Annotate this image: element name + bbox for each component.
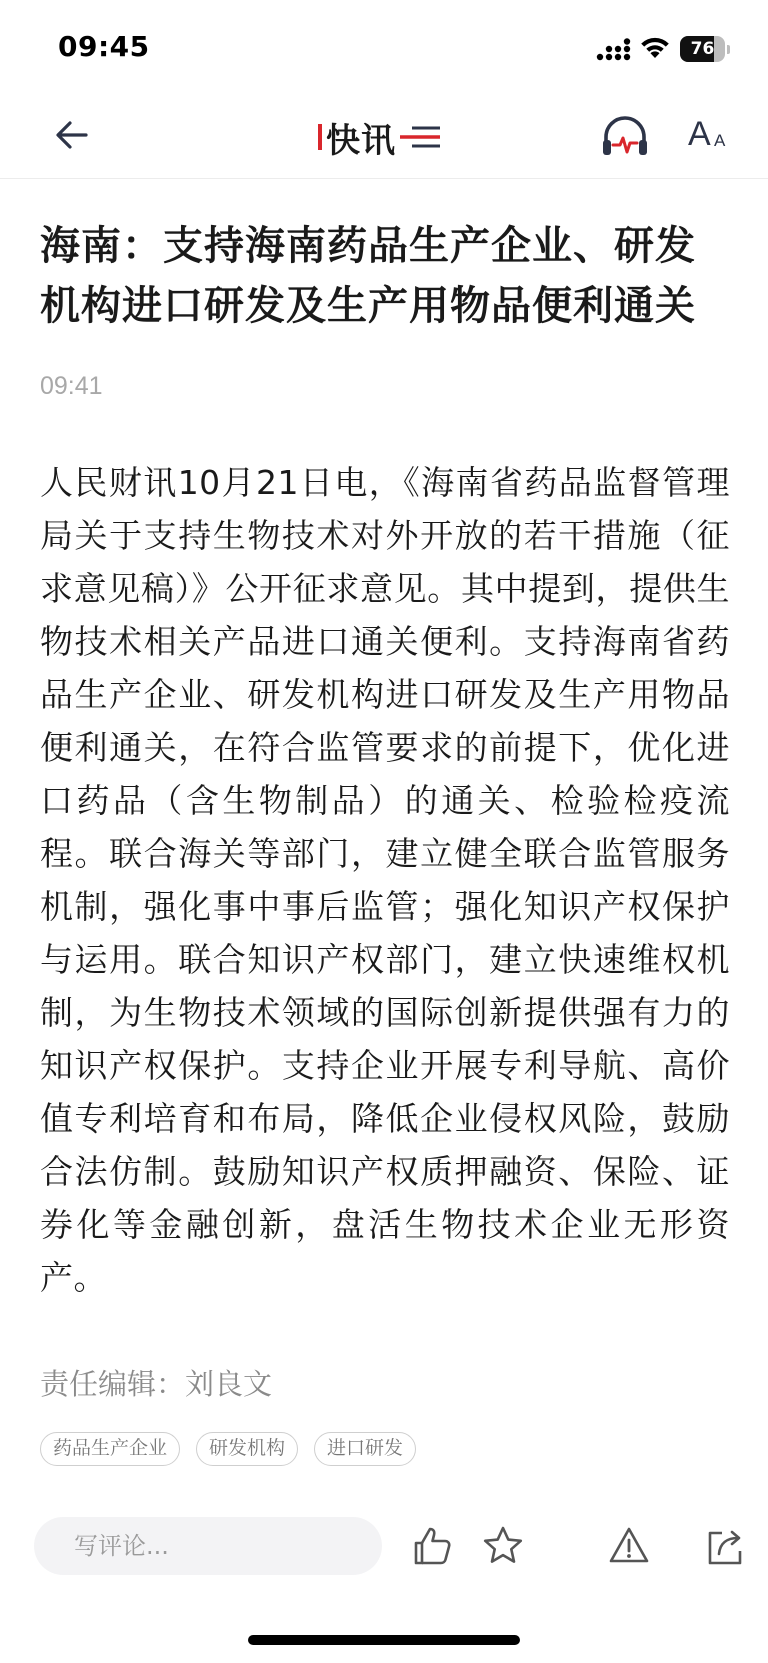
editor-credit: 责任编辑：刘良文 [40,1367,273,1401]
page-title-text: 快讯 [326,120,396,161]
font-size-button[interactable] [688,115,734,157]
font-size-icon: A [688,115,711,153]
tag-item[interactable]: 研发机构 [196,1432,298,1466]
page-title [318,112,442,162]
status-bar [0,0,768,95]
star-icon[interactable] [480,1523,526,1569]
back-arrow-icon[interactable] [50,113,94,157]
tag-list [40,1432,416,1466]
battery-icon [680,36,730,62]
battery-level: 76 [690,39,715,59]
comment-input[interactable] [34,1517,382,1575]
share-icon[interactable] [702,1523,748,1569]
publish-time: 09:41 [40,372,103,400]
nav-bar [0,95,768,179]
article-headline: 海南：支持海南药品生产企业、研发机构进口研发及生产用物品便利通关 [40,223,696,329]
warning-report-icon[interactable] [606,1523,652,1569]
title-decoration-icon [398,122,442,152]
wifi-icon [638,34,672,60]
comment-placeholder: 写评论... [74,1532,169,1560]
font-size-small-icon: A [714,131,726,150]
audio-headphone-icon[interactable] [600,113,650,159]
article-body: 人民财讯10月21日电，《海南省药品监督管理局关于支持生物技术对外开放的若干措施（征求意见稿）》公开征求意见。其中提到，提供生物技术相关产品进口通关便利。支持海南省药品生产企业、研发机构进口研发及生产用物品便利通关，在符合监管要求的前提下，优化进口药品（含生物制品）的通关、检验检疫流程。联合海关等部门，建立健全联合监管服务机制，强化事中事后监管；强化知识产权保护与运用。联合知识产权部门，建立快速维权机制，为生物技术领域的国际创新提供强有力的知识产权保护。支持企业开展专利导航、高价值专利培育和布局，降低企业侵权风险，鼓励合法仿制。鼓励知识产权质押融资、保险、证券化等金融创新，盘活生物技术企业无形资产。 [40,463,730,1297]
thumbs-up-icon[interactable] [410,1523,456,1569]
status-time: 09:45 [58,30,150,63]
tag-item[interactable]: 进口研发 [314,1432,416,1466]
tag-item[interactable]: 药品生产企业 [40,1432,180,1466]
bottom-action-bar [0,1505,768,1585]
cellular-signal-icon [596,38,632,62]
title-accent-bar [318,124,322,150]
home-indicator [248,1635,520,1645]
